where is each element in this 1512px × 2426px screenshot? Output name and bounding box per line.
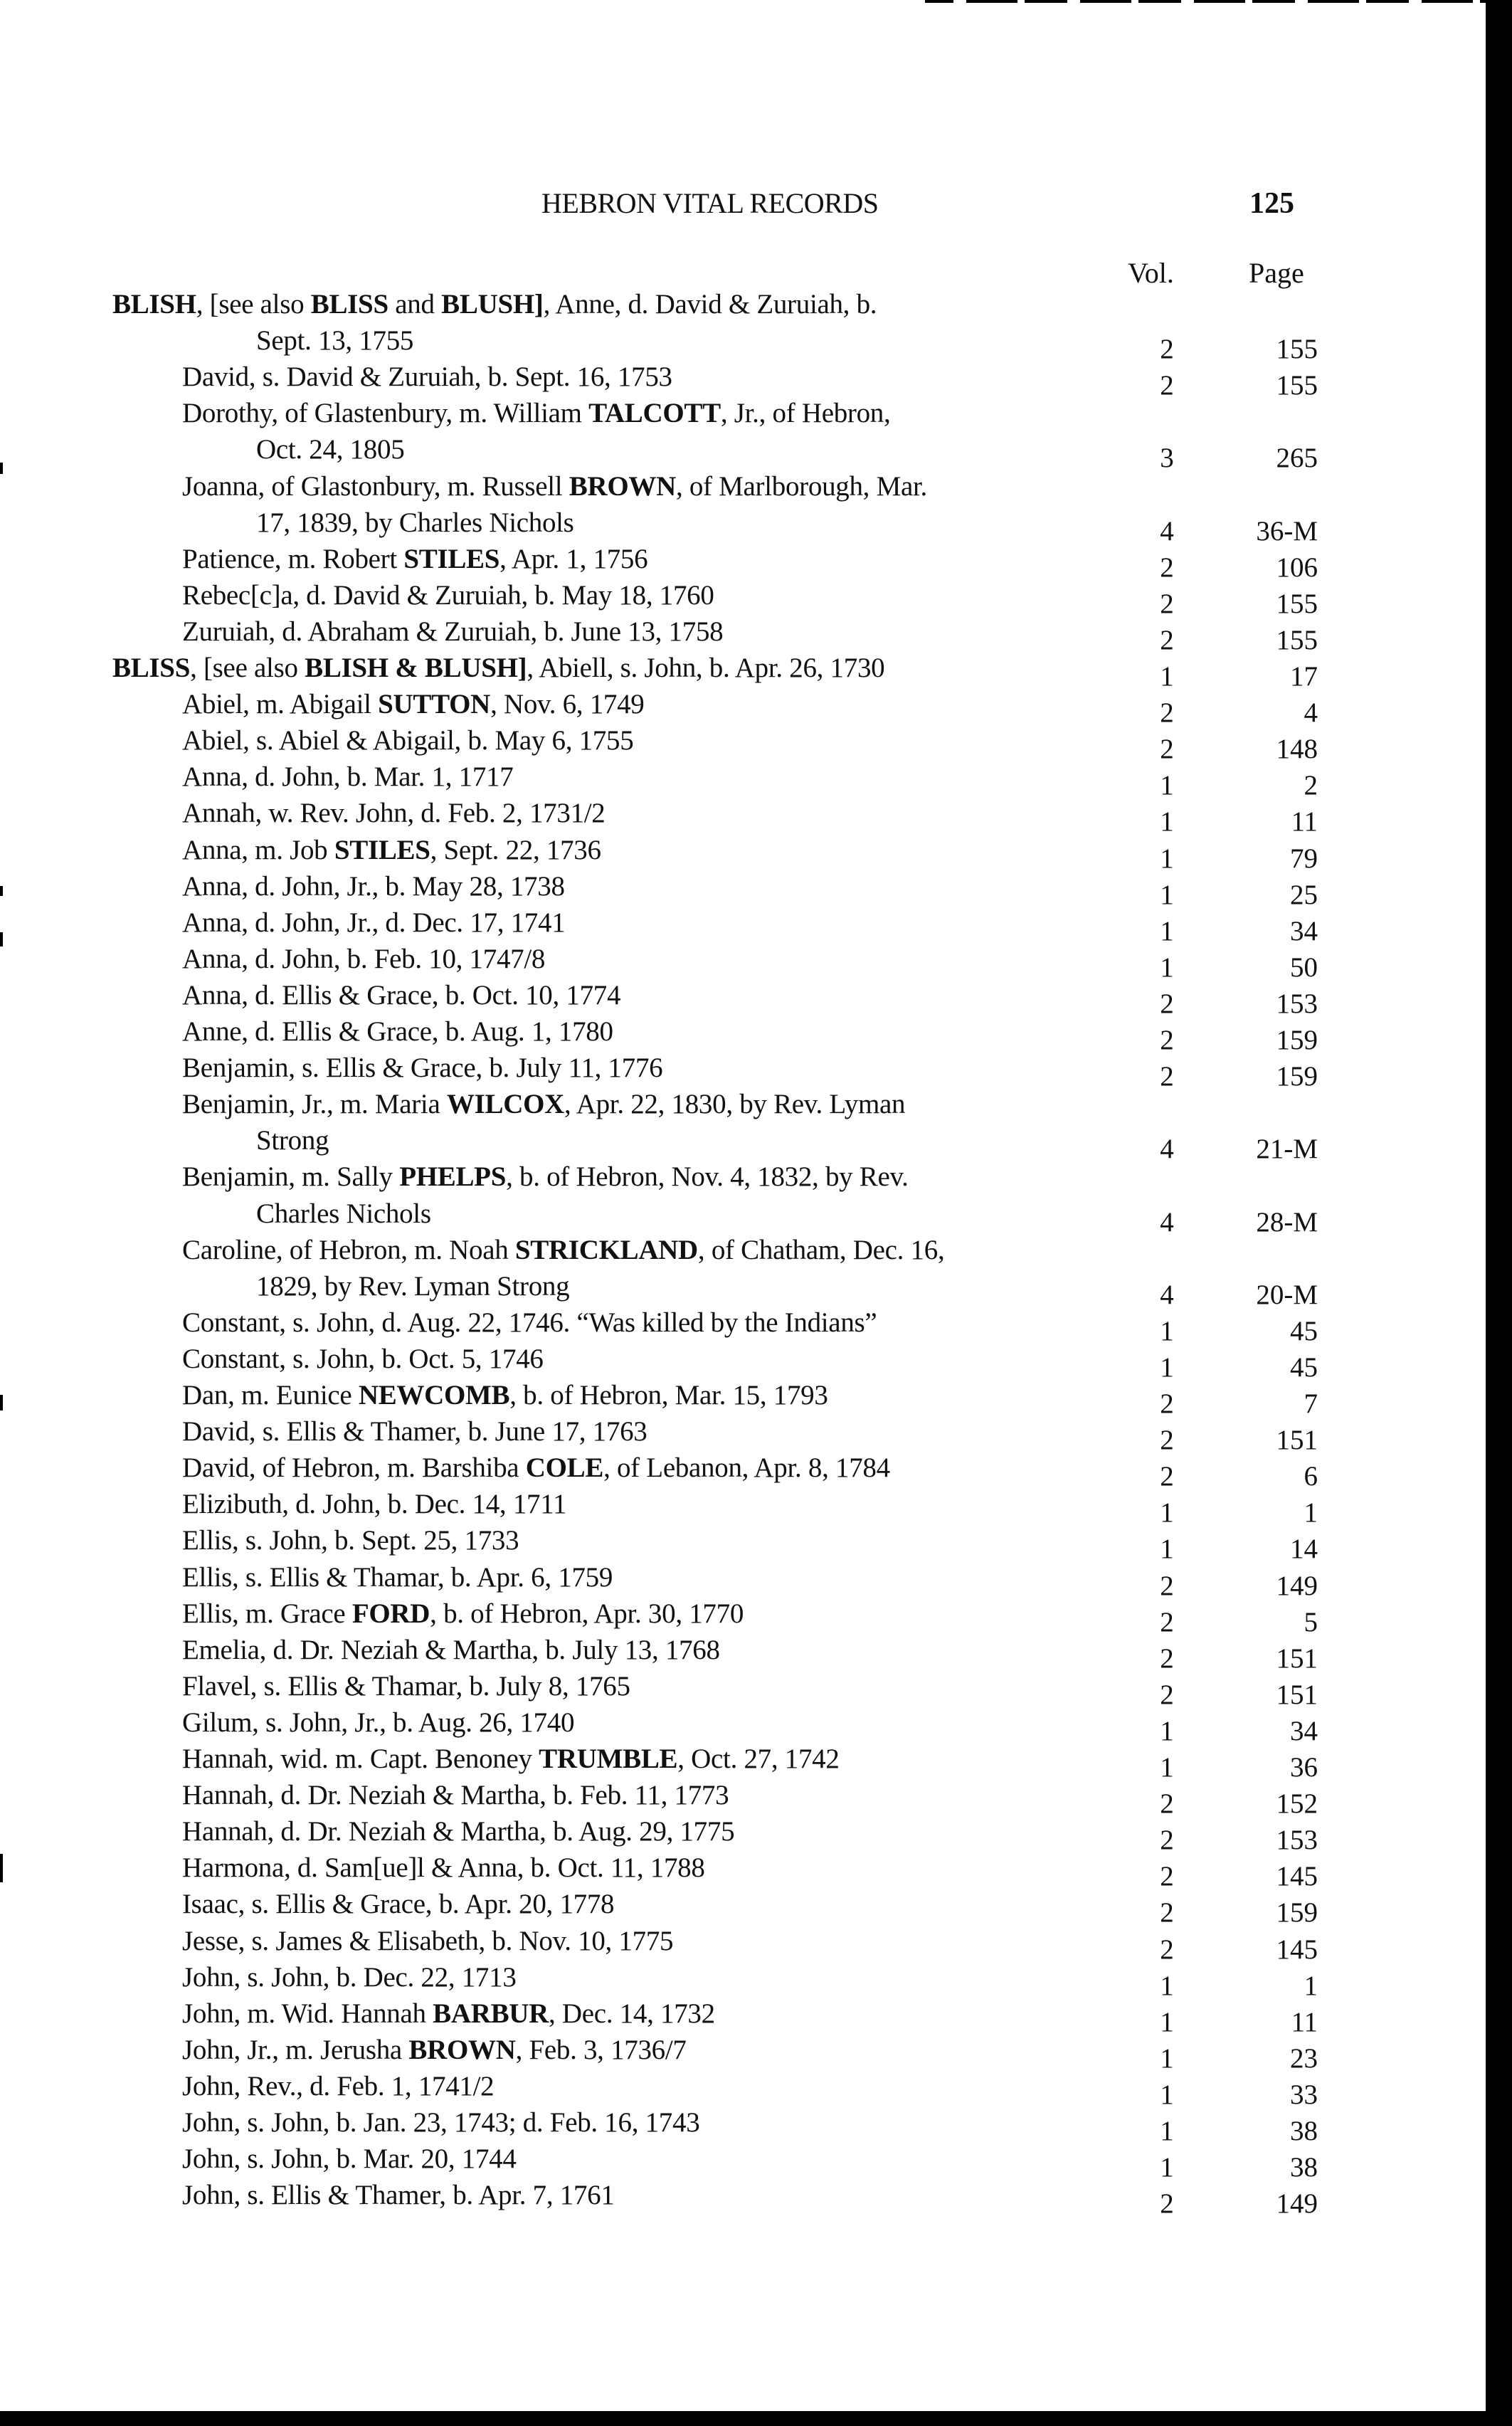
surname-bold: BROWN <box>408 2034 516 2065</box>
record-text-segment: Caroline, of Hebron, m. Noah <box>182 1234 515 1265</box>
record-text-segment: John, s. John, b. Mar. 20, 1744 <box>182 2143 517 2175</box>
surname-bold: BLUSH] <box>441 289 544 320</box>
record-text-segment: , Apr. 1, 1756 <box>499 543 648 574</box>
record-continuation-line <box>0 322 1486 365</box>
record-text <box>182 722 633 759</box>
record-text-segment: Anna, d. John, b. Feb. 10, 1747/8 <box>182 943 546 974</box>
page-reference: 38 <box>1290 2116 1318 2146</box>
record-entry-line <box>0 868 1486 910</box>
page-reference: 155 <box>1276 334 1318 365</box>
record-text-segment: , of Lebanon, Apr. 8, 1784 <box>603 1452 890 1484</box>
record-text-segment: Isaac, s. Ellis & Grace, b. Apr. 20, 1778 <box>182 1889 615 1920</box>
volume-number: 4 <box>1160 1279 1174 1310</box>
record-entry-line <box>0 577 1486 619</box>
page-reference: 28-M <box>1256 1206 1318 1238</box>
surname-bold: COLE <box>525 1452 604 1484</box>
page-reference: 155 <box>1276 370 1318 401</box>
surname-bold: NEWCOMB <box>358 1380 510 1410</box>
record-text <box>182 541 647 577</box>
page-reference: 14 <box>1290 1534 1318 1565</box>
record-text <box>182 1377 828 1413</box>
volume-number: 1 <box>1160 1497 1174 1529</box>
page-reference: 45 <box>1290 1351 1318 1383</box>
record-text <box>182 1232 944 1268</box>
page-reference: 20-M <box>1256 1279 1318 1310</box>
column-header-page: Page <box>1249 257 1304 289</box>
surname-bold: WILCOX <box>446 1089 564 1120</box>
record-text-segment: Hannah, d. Dr. Neziah & Martha, b. Aug. 29, 1775 <box>182 1816 735 1847</box>
record-entry-line <box>0 541 1486 583</box>
record-text-segment: Hannah, wid. m. Capt. Benoney <box>182 1744 539 1774</box>
record-text <box>182 832 601 868</box>
volume-number: 2 <box>1160 1570 1174 1601</box>
page-reference: 155 <box>1276 588 1318 619</box>
record-text-segment: Anna, d. Ellis & Grace, b. Oct. 10, 1774 <box>182 979 621 1011</box>
page-reference: 152 <box>1276 1788 1318 1820</box>
scan-border-right <box>1486 0 1512 2426</box>
volume-number: 4 <box>1160 1206 1174 1238</box>
record-text-segment: Constant, s. John, b. Oct. 5, 1746 <box>182 1343 544 1374</box>
record-text <box>182 468 927 505</box>
record-entry-line <box>0 832 1486 874</box>
volume-number: 2 <box>1160 1025 1174 1055</box>
record-text <box>182 1741 840 1777</box>
volume-number: 1 <box>1160 2152 1174 2183</box>
record-text <box>256 1196 431 1232</box>
record-text-segment: Elizibuth, d. John, b. Dec. 14, 1711 <box>182 1489 567 1520</box>
record-text-segment: , Oct. 27, 1742 <box>677 1744 840 1774</box>
record-entry-line <box>0 1777 1486 1820</box>
page-reference: 151 <box>1276 1642 1318 1674</box>
record-text <box>182 1668 630 1704</box>
page-reference: 11 <box>1291 806 1318 838</box>
record-entry-line <box>0 1632 1486 1674</box>
page-reference: 11 <box>1291 2006 1318 2037</box>
record-text <box>182 1304 877 1341</box>
column-header-vol: Vol. <box>1128 257 1174 289</box>
record-text-segment: Anna, m. Job <box>182 834 334 865</box>
record-entry-line <box>0 613 1486 655</box>
volume-number: 1 <box>1160 1752 1174 1783</box>
page-reference: 34 <box>1290 915 1318 946</box>
volume-number: 1 <box>1160 2006 1174 2037</box>
surname-bold: STILES <box>334 834 430 865</box>
surname-bold: FORD <box>351 1598 430 1629</box>
record-text <box>182 1777 729 1813</box>
page-reference: 21-M <box>1256 1134 1318 1165</box>
record-entry-line <box>0 1232 1486 1268</box>
page-reference: 50 <box>1290 951 1318 983</box>
record-text-segment: , Anne, d. David & Zuruiah, b. <box>543 289 877 320</box>
volume-number: 1 <box>1160 879 1174 910</box>
record-entry-line <box>0 1159 1486 1195</box>
volume-number: 2 <box>1160 1788 1174 1820</box>
record-text-segment: Benjamin, Jr., m. Maria <box>182 1089 447 1120</box>
surname-bold: BARBUR <box>433 1998 549 2029</box>
record-text-segment: , of Marlborough, Mar. <box>675 470 927 502</box>
scan-edge-top-blank <box>0 0 925 4</box>
record-text <box>182 1413 647 1450</box>
record-text-segment: Emelia, d. Dr. Neziah & Martha, b. July 13, 1768 <box>182 1634 720 1665</box>
record-text <box>182 395 890 431</box>
page-reference: 159 <box>1276 1897 1318 1929</box>
record-text <box>182 1559 613 1596</box>
record-text-segment: Annah, w. Rev. John, d. Feb. 2, 1731/2 <box>182 798 606 829</box>
record-text-segment: Joanna, of Glastonbury, m. Russell <box>182 470 569 502</box>
record-text-segment: Hannah, d. Dr. Neziah & Martha, b. Feb. 11, 1773 <box>182 1780 729 1811</box>
volume-number: 2 <box>1160 588 1174 619</box>
record-entry-line <box>0 1377 1486 1419</box>
volume-number: 2 <box>1160 370 1174 401</box>
record-text <box>182 759 513 795</box>
record-text-segment: , Sept. 22, 1736 <box>430 834 601 865</box>
record-text-segment: 1829, by Rev. Lyman Strong <box>256 1270 570 1302</box>
record-entry-line <box>0 468 1486 505</box>
record-text-segment: Anna, d. John, b. Mar. 1, 1717 <box>182 761 514 793</box>
record-text-segment: John, s. Ellis & Thamer, b. Apr. 7, 1761 <box>182 2180 615 2211</box>
page-reference: 25 <box>1290 879 1318 910</box>
record-text-segment: David, of Hebron, m. Barshiba <box>182 1452 526 1484</box>
record-text <box>182 868 565 905</box>
record-text-segment: Dan, m. Eunice <box>182 1380 359 1410</box>
volume-number: 2 <box>1160 624 1174 655</box>
record-text-segment: Harmona, d. Sam[ue]l & Anna, b. Oct. 11, 1788 <box>182 1852 705 1884</box>
volume-number: 2 <box>1160 1825 1174 1856</box>
record-text-segment: John, Jr., m. Jerusha <box>182 2034 409 2065</box>
record-entry-line <box>0 1522 1486 1565</box>
volume-number: 1 <box>1160 2116 1174 2146</box>
record-entry-line <box>0 395 1486 431</box>
record-text <box>182 1050 662 1086</box>
volume-number: 2 <box>1160 1679 1174 1710</box>
surname-entry-line <box>0 650 1486 692</box>
record-entry-line <box>0 905 1486 946</box>
page-reference: 36-M <box>1256 515 1318 547</box>
record-text-segment: , Abiell, s. John, b. Apr. 26, 1730 <box>527 653 885 683</box>
record-entry-line <box>0 686 1486 729</box>
volume-number: 1 <box>1160 915 1174 946</box>
volume-number: 2 <box>1160 2188 1174 2220</box>
record-entry-line <box>0 759 1486 801</box>
record-entry-line <box>0 359 1486 401</box>
record-entry-line <box>0 941 1486 983</box>
page-reference: 4 <box>1304 697 1318 729</box>
page-reference: 145 <box>1276 1934 1318 1965</box>
record-entry-line <box>0 1341 1486 1383</box>
volume-number: 2 <box>1160 552 1174 583</box>
record-text-segment: , [see also <box>190 653 305 683</box>
record-entry-line <box>0 1886 1486 1929</box>
record-text <box>182 795 606 831</box>
record-text-segment: Jesse, s. James & Elisabeth, b. Nov. 10, 1775 <box>182 1925 674 1956</box>
volume-number: 1 <box>1160 770 1174 801</box>
page-reference: 155 <box>1276 624 1318 655</box>
record-entry-line <box>0 1995 1486 2037</box>
record-text <box>182 686 645 722</box>
volume-number: 2 <box>1160 1061 1174 1092</box>
page-reference: 153 <box>1276 988 1318 1019</box>
volume-number: 1 <box>1160 661 1174 692</box>
record-text-segment: Strong <box>256 1125 329 1156</box>
page-reference: 1 <box>1304 1970 1318 2001</box>
volume-number: 3 <box>1160 443 1174 474</box>
record-text-segment: Dorothy, of Glastenbury, m. William <box>182 398 589 429</box>
record-entry-line <box>0 1704 1486 1746</box>
record-text-segment: , Feb. 3, 1736/7 <box>515 2034 687 2065</box>
volume-number: 2 <box>1160 697 1174 729</box>
record-text <box>182 1813 734 1850</box>
record-text-segment: , b. of Hebron, Nov. 4, 1832, by Rev. <box>506 1161 909 1193</box>
record-text-segment: Charles Nichols <box>256 1198 431 1229</box>
page-reference: 5 <box>1304 1606 1318 1637</box>
page-reference: 34 <box>1290 1715 1318 1746</box>
record-text-segment: , Dec. 14, 1732 <box>549 1998 715 2029</box>
volume-number: 4 <box>1160 1134 1174 1165</box>
page-reference: 17 <box>1290 661 1318 692</box>
scan-border-bottom <box>0 2411 1512 2426</box>
record-text-segment: David, s. Ellis & Thamer, b. June 17, 1763 <box>182 1416 647 1447</box>
record-text <box>182 1159 909 1195</box>
page-reference: 38 <box>1290 2152 1318 2183</box>
record-text-segment: , [see also <box>196 289 311 320</box>
record-text <box>182 2104 699 2141</box>
record-text <box>182 2141 517 2177</box>
page-reference: 33 <box>1290 2079 1318 2110</box>
page-reference: 45 <box>1290 1315 1318 1346</box>
record-text-segment: Oct. 24, 1805 <box>256 434 405 465</box>
record-text-segment: , b. of Hebron, Apr. 30, 1770 <box>430 1598 744 1629</box>
record-entry-line <box>0 1050 1486 1092</box>
record-entry-line <box>0 1450 1486 1492</box>
page-reference: 36 <box>1290 1752 1318 1783</box>
record-entry-line <box>0 1668 1486 1710</box>
record-text <box>182 977 620 1013</box>
page-reference: 265 <box>1276 443 1318 474</box>
volume-number: 2 <box>1160 1642 1174 1674</box>
record-entry-line <box>0 1486 1486 1529</box>
surname-bold: BLISH <box>112 289 196 320</box>
record-text-segment: John, s. John, b. Dec. 22, 1713 <box>182 1961 517 1993</box>
record-text <box>182 1632 720 1668</box>
surname-bold: STRICKLAND <box>514 1234 698 1265</box>
record-text <box>182 2068 494 2104</box>
volume-number: 2 <box>1160 1861 1174 1892</box>
volume-number: 4 <box>1160 515 1174 547</box>
volume-number: 2 <box>1160 1606 1174 1637</box>
record-entry-line <box>0 1923 1486 1965</box>
record-text <box>112 650 884 686</box>
record-text-segment: 17, 1839, by Charles Nichols <box>256 507 574 538</box>
record-continuation-line <box>0 1196 1486 1238</box>
surname-bold: BLISS <box>112 653 191 683</box>
record-text-segment: Benjamin, s. Ellis & Grace, b. July 11, 1776 <box>182 1053 663 1084</box>
surname-bold: BLISS <box>310 289 388 320</box>
record-entry-line <box>0 722 1486 765</box>
volume-number: 1 <box>1160 2079 1174 2110</box>
surname-bold: TALCOTT <box>588 398 721 429</box>
volume-number: 1 <box>1160 951 1174 983</box>
page-number: 125 <box>1249 187 1294 220</box>
record-text <box>182 1013 613 1050</box>
record-entry-line <box>0 2032 1486 2074</box>
page-reference: 151 <box>1276 1425 1318 1456</box>
record-text <box>182 941 545 977</box>
surname-bold: TRUMBLE <box>539 1744 678 1774</box>
record-text-segment: Flavel, s. Ellis & Thamar, b. July 8, 1765 <box>182 1670 630 1702</box>
record-text-segment: John, m. Wid. Hannah <box>182 1998 433 2029</box>
record-entry-line <box>0 2141 1486 2183</box>
page-reference: 145 <box>1276 1861 1318 1892</box>
record-text-segment: Ellis, s. Ellis & Thamar, b. Apr. 6, 1759 <box>182 1561 613 1593</box>
volume-number: 2 <box>1160 734 1174 765</box>
record-entry-line <box>0 2104 1486 2146</box>
page-reference: 79 <box>1290 843 1318 874</box>
volume-number: 1 <box>1160 1970 1174 2001</box>
volume-number: 2 <box>1160 1897 1174 1929</box>
record-text <box>182 1959 517 1995</box>
volume-number: 1 <box>1160 1315 1174 1346</box>
record-text-segment: Abiel, s. Abiel & Abigail, b. May 6, 1755 <box>182 725 634 756</box>
record-text <box>182 1522 519 1559</box>
record-text-segment: , of Chatham, Dec. 16, <box>697 1234 945 1265</box>
record-continuation-line <box>0 431 1486 474</box>
page-reference: 159 <box>1276 1061 1318 1092</box>
volume-number: 2 <box>1160 1388 1174 1419</box>
record-entry-line <box>0 1013 1486 1055</box>
record-text-segment: and <box>388 289 442 320</box>
volume-number: 1 <box>1160 1351 1174 1383</box>
record-entry-line <box>0 795 1486 838</box>
record-entry-line <box>0 1596 1486 1637</box>
page-reference: 151 <box>1276 1679 1318 1710</box>
record-text-segment: Zuruiah, d. Abraham & Zuruiah, b. June 13, 1758 <box>182 616 724 647</box>
record-entry-line <box>0 2177 1486 2220</box>
surname-entry-line <box>0 286 1486 322</box>
record-text <box>182 2032 687 2068</box>
record-text <box>182 1923 673 1959</box>
record-text-segment: John, s. John, b. Jan. 23, 1743; d. Feb. 16, 1743 <box>182 2107 700 2138</box>
page-reference: 23 <box>1290 2042 1318 2074</box>
record-text <box>182 1850 705 1886</box>
record-text-segment: , Nov. 6, 1749 <box>490 689 645 720</box>
surname-bold: SUTTON <box>378 689 491 720</box>
record-text <box>182 613 723 650</box>
record-text <box>256 322 413 359</box>
record-text <box>182 359 672 395</box>
page-reference: 148 <box>1276 734 1318 765</box>
record-text <box>182 1995 715 2032</box>
page-reference: 149 <box>1276 2188 1318 2220</box>
record-text <box>256 1122 329 1159</box>
page-reference: 1 <box>1304 1497 1318 1529</box>
record-entry-line <box>0 1850 1486 1892</box>
volume-number: 2 <box>1160 1425 1174 1456</box>
volume-number: 1 <box>1160 2042 1174 2074</box>
record-text <box>256 431 404 468</box>
record-text-segment: Patience, m. Robert <box>182 543 404 574</box>
record-text-segment: Anna, d. John, Jr., d. Dec. 17, 1741 <box>182 907 566 938</box>
volume-number: 1 <box>1160 843 1174 874</box>
page-reference: 2 <box>1304 770 1318 801</box>
record-text-segment: Rebec[c]a, d. David & Zuruiah, b. May 18, 1760 <box>182 579 714 611</box>
running-head-title: HEBRON VITAL RECORDS <box>541 187 879 219</box>
volume-number: 1 <box>1160 1534 1174 1565</box>
record-text-segment: Benjamin, m. Sally <box>182 1161 400 1193</box>
record-text-segment: Constant, s. John, d. Aug. 22, 1746. “Was killed by the Indians” <box>182 1307 877 1338</box>
record-text <box>182 1596 744 1632</box>
record-text-segment: Abiel, m. Abigail <box>182 689 379 720</box>
record-entry-line <box>0 1813 1486 1856</box>
record-entry-line <box>0 1304 1486 1346</box>
record-entry-line <box>0 977 1486 1019</box>
record-text-segment: Ellis, s. John, b. Sept. 25, 1733 <box>182 1525 519 1556</box>
record-text <box>182 577 714 613</box>
record-text-segment: Anne, d. Ellis & Grace, b. Aug. 1, 1780 <box>182 1016 613 1047</box>
record-text-segment: Sept. 13, 1755 <box>256 325 414 357</box>
page-reference: 106 <box>1276 552 1318 583</box>
record-text-segment: John, Rev., d. Feb. 1, 1741/2 <box>182 2070 495 2101</box>
volume-number: 1 <box>1160 1715 1174 1746</box>
record-text-segment: Gilum, s. John, Jr., b. Aug. 26, 1740 <box>182 1707 575 1738</box>
record-entry-line <box>0 1086 1486 1122</box>
record-text <box>182 1341 544 1377</box>
record-text <box>182 1450 890 1486</box>
record-text <box>256 505 574 541</box>
record-entry-line <box>0 1741 1486 1783</box>
page-reference: 159 <box>1276 1025 1318 1055</box>
volume-number: 1 <box>1160 806 1174 838</box>
volume-number: 2 <box>1160 1934 1174 1965</box>
record-entry-line <box>0 1959 1486 2001</box>
page-reference: 149 <box>1276 1570 1318 1601</box>
record-continuation-line <box>0 1268 1486 1310</box>
volume-number: 2 <box>1160 1461 1174 1492</box>
record-text <box>256 1268 569 1304</box>
surname-bold: PHELPS <box>399 1161 507 1193</box>
record-text-segment: , Apr. 22, 1830, by Rev. Lyman <box>564 1089 906 1120</box>
record-text <box>182 1486 566 1522</box>
record-text-segment: , b. of Hebron, Mar. 15, 1793 <box>509 1380 828 1410</box>
surname-bold: BROWN <box>569 470 676 502</box>
record-continuation-line <box>0 505 1486 547</box>
record-text <box>182 1886 614 1922</box>
record-text <box>182 905 565 941</box>
page-reference: 6 <box>1304 1461 1318 1492</box>
record-continuation-line <box>0 1122 1486 1165</box>
surname-bold: STILES <box>403 543 500 574</box>
record-entry-line <box>0 1413 1486 1456</box>
surname-bold: BLISH & BLUSH] <box>305 653 527 683</box>
record-text-segment: Anna, d. John, Jr., b. May 28, 1738 <box>182 870 565 902</box>
record-text-segment: David, s. David & Zuruiah, b. Sept. 16, 1753 <box>182 362 672 393</box>
record-text <box>182 2177 615 2213</box>
record-text <box>182 1086 905 1122</box>
volume-number: 2 <box>1160 988 1174 1019</box>
record-entry-line <box>0 1559 1486 1601</box>
page-reference: 153 <box>1276 1825 1318 1856</box>
page-reference: 7 <box>1304 1388 1318 1419</box>
record-text <box>112 286 877 322</box>
record-text-segment: Ellis, m. Grace <box>182 1598 352 1629</box>
record-entry-line <box>0 2068 1486 2110</box>
record-text <box>182 1704 574 1741</box>
record-text-segment: , Jr., of Hebron, <box>720 398 891 429</box>
volume-number: 2 <box>1160 334 1174 365</box>
